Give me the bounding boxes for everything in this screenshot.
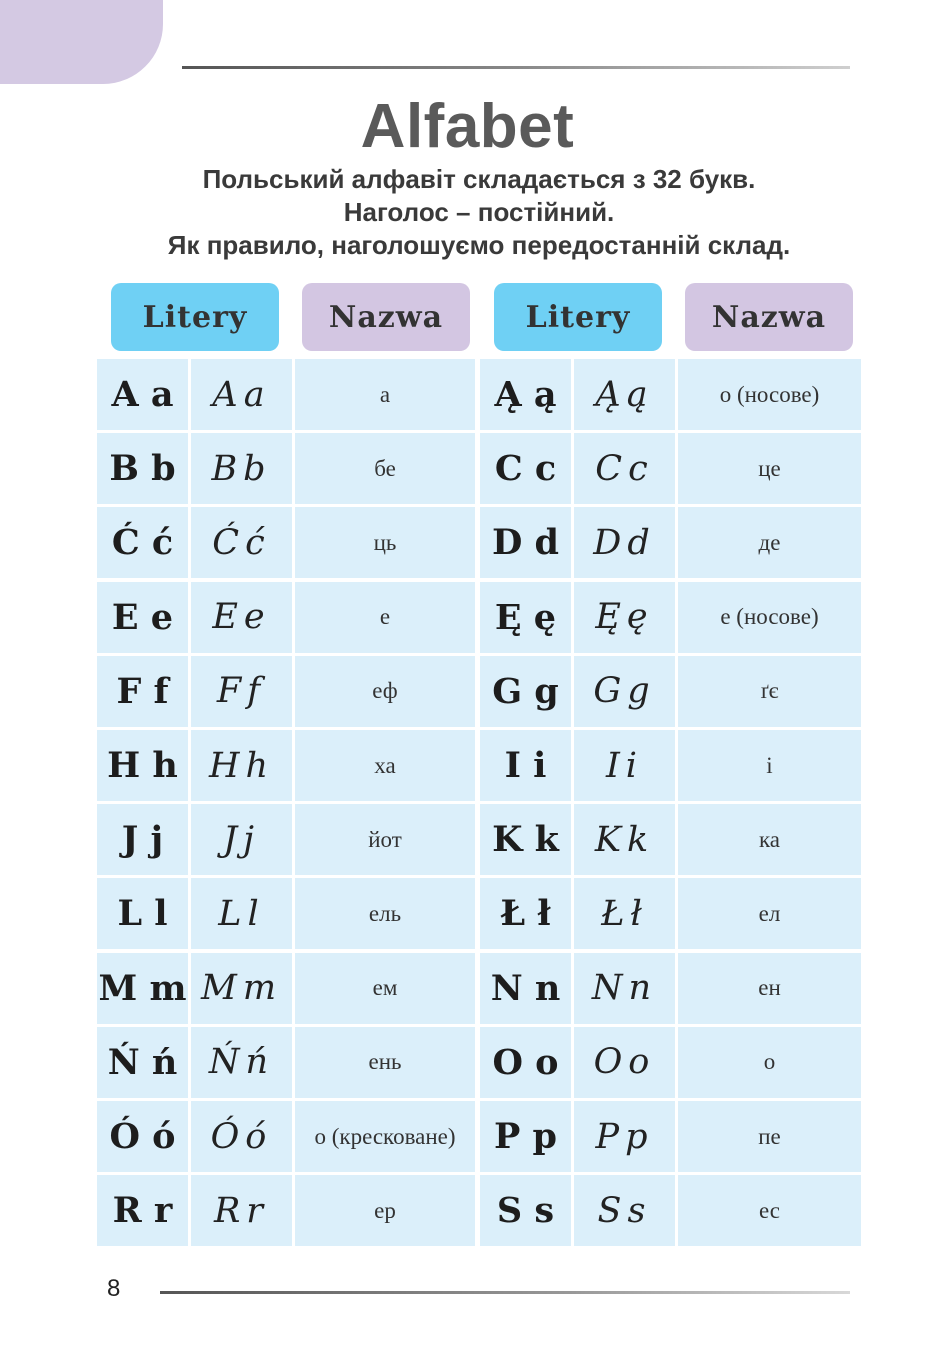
table-row: [97, 582, 861, 653]
letter-handwritten-right: Cc: [574, 433, 675, 504]
letter-name-left: бе: [295, 433, 475, 504]
header-nazwa-left: Nazwa: [302, 283, 470, 351]
letter-name-left: ень: [295, 1027, 475, 1098]
letter-handwritten-left: Ll: [191, 878, 292, 949]
letter-print-right: S s: [480, 1175, 571, 1246]
table-row: [97, 359, 861, 430]
letter-handwritten-left: Aa: [191, 359, 292, 430]
letter-handwritten-right: Dd: [574, 507, 675, 578]
letter-print-left: A a: [97, 359, 188, 430]
letter-name-left: а: [295, 359, 475, 430]
letter-print-left: Ć ć: [97, 507, 188, 578]
letter-print-right: D d: [480, 507, 571, 578]
letter-handwritten-right: Ss: [574, 1175, 675, 1246]
letter-print-right: K k: [480, 804, 571, 875]
letter-name-right: ґє: [678, 656, 861, 727]
letter-handwritten-right: Pp: [574, 1101, 675, 1172]
letter-name-right: е (носове): [678, 582, 861, 653]
letter-handwritten-right: Nn: [574, 953, 675, 1024]
letter-handwritten-right: Ęę: [574, 582, 675, 653]
table-row: [97, 1175, 861, 1246]
letter-name-left: еф: [295, 656, 475, 727]
letter-print-left: R r: [97, 1175, 188, 1246]
letter-name-left: ер: [295, 1175, 475, 1246]
letter-handwritten-left: Hh: [191, 730, 292, 801]
letter-name-right: ел: [678, 878, 861, 949]
letter-print-left: Ń ń: [97, 1027, 188, 1098]
letter-print-left: E e: [97, 582, 188, 653]
letter-handwritten-left: Mm: [191, 953, 292, 1024]
letter-handwritten-right: Oo: [574, 1027, 675, 1098]
letter-handwritten-left: Ee: [191, 582, 292, 653]
alphabet-table: [97, 359, 861, 1243]
letter-print-left: F f: [97, 656, 188, 727]
bottom-divider: [160, 1291, 850, 1294]
letter-print-right: Ę ę: [480, 582, 571, 653]
table-row: [97, 730, 861, 801]
letter-print-right: N n: [480, 953, 571, 1024]
letter-handwritten-right: Ii: [574, 730, 675, 801]
letter-name-left: ем: [295, 953, 475, 1024]
letter-print-right: G g: [480, 656, 571, 727]
corner-tab: [0, 0, 163, 84]
letter-print-left: B b: [97, 433, 188, 504]
header-litery-left: Litery: [111, 283, 279, 351]
intro-line-2: Наголос – постійний.: [343, 197, 615, 227]
page-title: Alfabet: [360, 92, 575, 161]
letter-handwritten-left: Jj: [191, 804, 292, 875]
letter-name-left: ха: [295, 730, 475, 801]
intro-line-1: Польський алфавіт складається з 32 букв.: [202, 164, 756, 194]
letter-handwritten-left: Óó: [191, 1101, 292, 1172]
letter-handwritten-right: Ąą: [574, 359, 675, 430]
table-row: [97, 433, 861, 504]
letter-handwritten-right: Łł: [574, 878, 675, 949]
letter-name-left: ель: [295, 878, 475, 949]
table-row: [97, 507, 861, 578]
letter-print-right: P p: [480, 1101, 571, 1172]
letter-name-right: о (носове): [678, 359, 861, 430]
table-row: [97, 953, 861, 1024]
letter-print-left: J j: [97, 804, 188, 875]
letter-handwritten-left: Ćć: [191, 507, 292, 578]
letter-print-right: O o: [480, 1027, 571, 1098]
letter-handwritten-left: Rr: [191, 1175, 292, 1246]
letter-name-left: йот: [295, 804, 475, 875]
letter-handwritten-right: Gg: [574, 656, 675, 727]
letter-print-left: H h: [97, 730, 188, 801]
letter-print-right: C c: [480, 433, 571, 504]
header-litery-right: Litery: [494, 283, 662, 351]
letter-print-left: M m: [97, 953, 188, 1024]
letter-name-right: ес: [678, 1175, 861, 1246]
letter-name-left: о (кресковане): [295, 1101, 475, 1172]
letter-name-right: ен: [678, 953, 861, 1024]
letter-print-right: Ą ą: [480, 359, 571, 430]
table-row: [97, 1101, 861, 1172]
letter-handwritten-left: Ńń: [191, 1027, 292, 1098]
letter-name-left: е: [295, 582, 475, 653]
letter-name-right: і: [678, 730, 861, 801]
letter-print-left: L l: [97, 878, 188, 949]
letter-handwritten-left: Ff: [191, 656, 292, 727]
letter-handwritten-left: Bb: [191, 433, 292, 504]
page-number: 8: [107, 1275, 121, 1302]
letter-name-right: пе: [678, 1101, 861, 1172]
letter-print-left: Ó ó: [97, 1101, 188, 1172]
top-divider: [182, 66, 850, 69]
letter-print-right: Ł ł: [480, 878, 571, 949]
letter-handwritten-right: Kk: [574, 804, 675, 875]
letter-name-left: ць: [295, 507, 475, 578]
intro-line-3: Як правило, наголошуємо передостанній склад.: [167, 230, 791, 260]
letter-name-right: о: [678, 1027, 861, 1098]
letter-print-right: I i: [480, 730, 571, 801]
table-row: [97, 1027, 861, 1098]
table-row: [97, 804, 861, 875]
table-row: [97, 656, 861, 727]
header-nazwa-right: Nazwa: [685, 283, 853, 351]
table-row: [97, 878, 861, 949]
intro-text: [0, 163, 935, 262]
letter-name-right: ка: [678, 804, 861, 875]
letter-name-right: це: [678, 433, 861, 504]
letter-name-right: де: [678, 507, 861, 578]
